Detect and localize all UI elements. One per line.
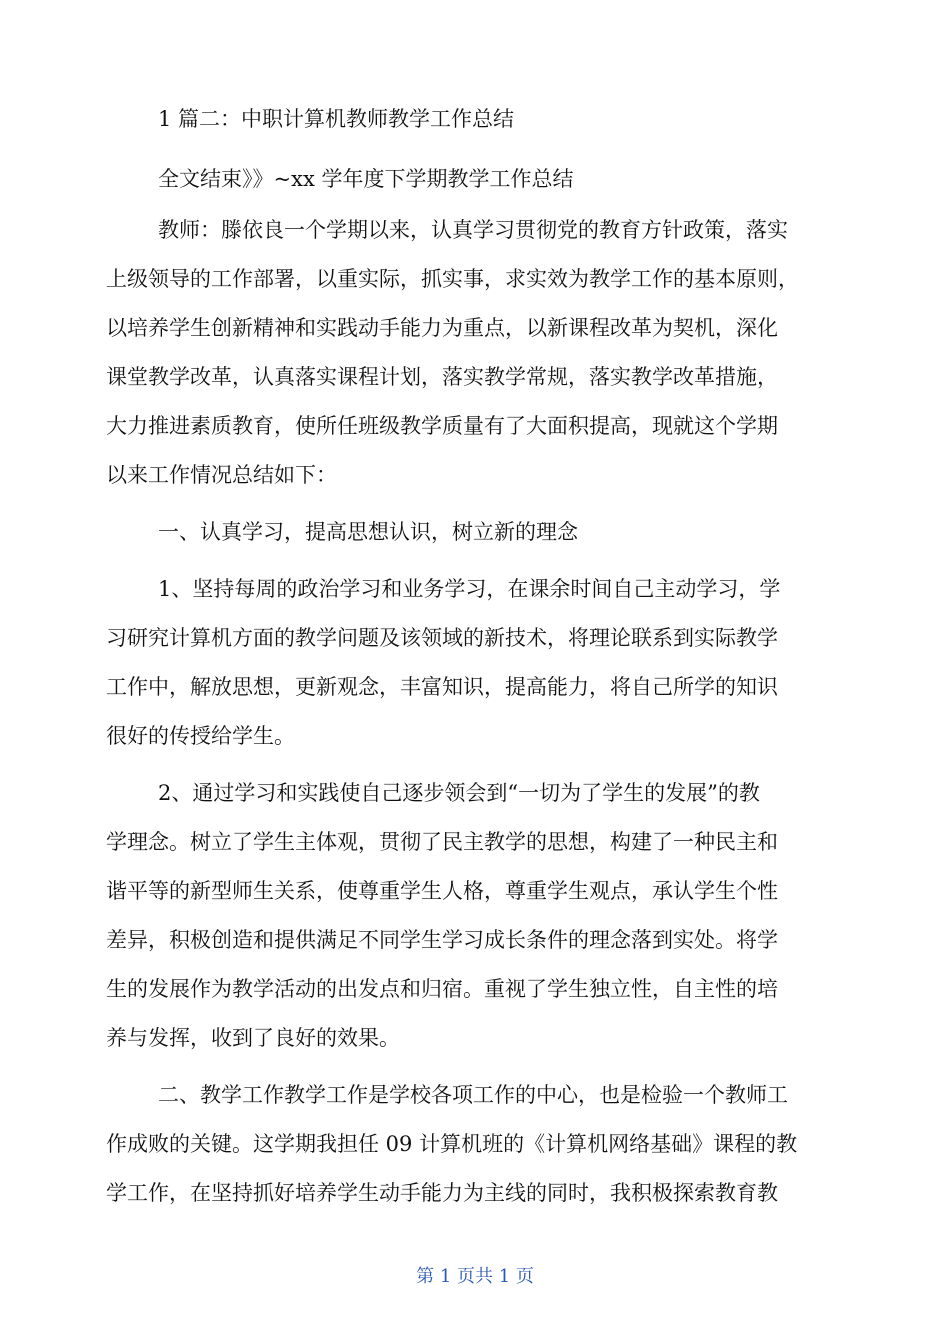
paragraph: [106, 206, 836, 500]
paragraph-line: 很好的传授给学生。: [106, 724, 295, 748]
paragraph-line: 教师：滕依良一个学期以来，认真学习贯彻党的教育方针政策，落实: [158, 218, 788, 242]
paragraph-line: 课堂教学改革，认真落实课程计划，落实教学常规，落实教学改革措施，: [106, 365, 778, 389]
paragraph-line: 大力推进素质教育，使所任班级教学质量有了大面积提高，现就这个学期: [106, 414, 778, 438]
paragraph-line: 谐平等的新型师生关系，使尊重学生人格，尊重学生观点，承认学生个性: [106, 879, 778, 903]
paragraph-line: 二、教学工作教学工作是学校各项工作的中心，也是检验一个教师工: [158, 1083, 788, 1107]
paragraph-line: 2、通过学习和实践使自己逐步领会到“一切为了学生的发展”的教: [158, 781, 760, 805]
paragraph-line: 一、认真学习，提高思想认识，树立新的理念: [158, 520, 578, 544]
paragraph: [106, 1071, 836, 1218]
paragraph-line: 学工作，在坚持抓好培养学生动手能力为主线的同时，我积极探索教育教: [106, 1181, 778, 1205]
paragraph-line: 以培养学生创新精神和实践动手能力为重点，以新课程改革为契机，深化: [106, 316, 778, 340]
paragraph-line: 作成败的关键。这学期我担任 09 计算机班的《计算机网络基础》课程的教: [106, 1132, 798, 1156]
paragraph-line: 工作中，解放思想，更新观念，丰富知识，提高能力，将自己所学的知识: [106, 675, 778, 699]
paragraph-line: 上级领导的工作部署，以重实际，抓实事，求实效为教学工作的基本原则，: [106, 267, 799, 291]
paragraph-line: 1、坚持每周的政治学习和业务学习，在课余时间自己主动学习，学: [158, 577, 781, 601]
paragraph: [106, 769, 836, 1063]
paragraph-line: 养与发挥，收到了良好的效果。: [106, 1026, 400, 1050]
paragraph-line: 以来工作情况总结如下：: [106, 463, 337, 487]
document-body: [106, 98, 836, 1226]
document-title-line: 1 篇二：中职计算机教师教学工作总结: [158, 107, 515, 131]
paragraph-line: 学理念。树立了学生主体观，贯彻了民主教学的思想，构建了一种民主和: [106, 830, 778, 854]
page-footer: 第 1 页共 1 页: [416, 1266, 534, 1287]
paragraph-container: [106, 206, 836, 1218]
paragraph-line: 习研究计算机方面的教学问题及该领域的新技术，将理论联系到实际教学: [106, 626, 778, 650]
paragraph: [106, 565, 836, 761]
paragraph-line: 差异，积极创造和提供满足不同学生学习成长条件的理念落到实处。将学: [106, 928, 778, 952]
paragraph: [106, 508, 836, 557]
document-subtitle-line: 全文结束》》~xx 学年度下学期教学工作总结: [158, 167, 574, 191]
paragraph-line: 生的发展作为教学活动的出发点和归宿。重视了学生独立性，自主性的培: [106, 977, 778, 1001]
